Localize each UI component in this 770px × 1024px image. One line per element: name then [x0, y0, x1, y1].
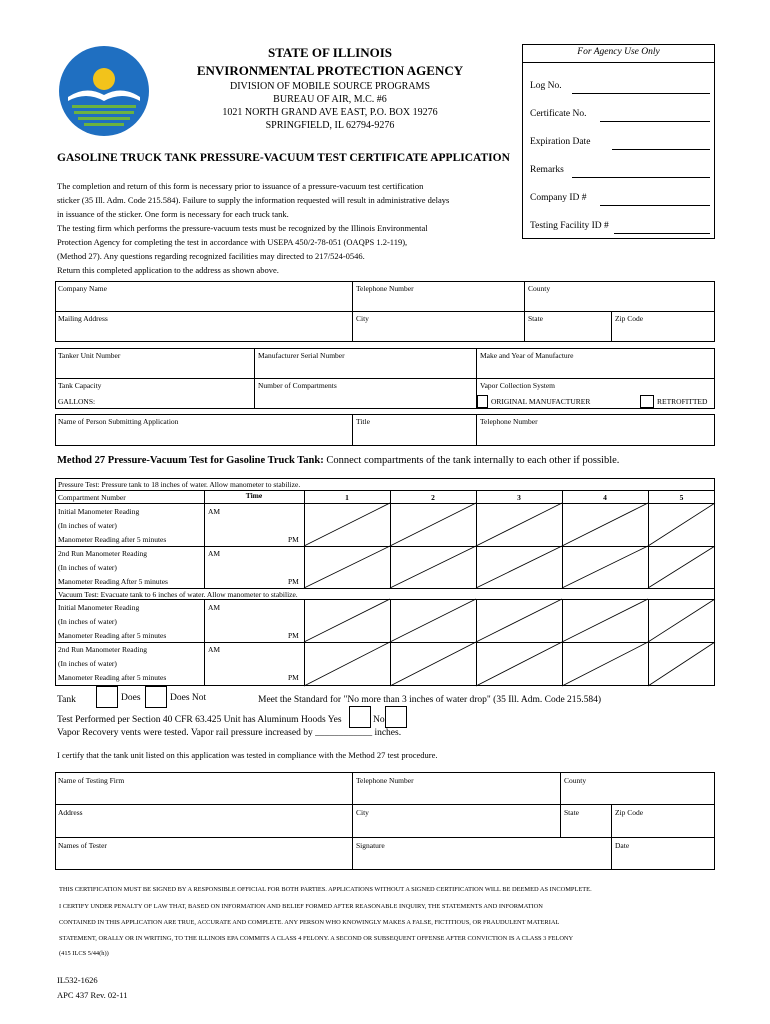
certification-line-3: CONTAINED IN THIS APPLICATION ARE TRUE, ACCURATE AND COMPLETE. ANY PERSON WHO KNOWINGLY MAKES A FALSE, FICTITIOUS, OR FRAUDULENT MATERIAL [59, 919, 560, 926]
intro-line-2: sticker (35 Ill. Adm. Code 215.584). Failure to supply the information requested will result in administrative delays [57, 195, 450, 205]
test-performed-text: Test Performed per Section 40 CFR 63.425 Unit has Aluminum Hoods Yes [57, 715, 342, 725]
vacuum-initial-label: Initial Manometer Reading [58, 603, 140, 612]
header-address: 1021 NORTH GRAND AVE EAST, P.O. BOX 19276 [222, 107, 438, 118]
intro-line-5: Protection Agency for completing the test in accordance with USEPA 450/2-78-051 (OAQPS 1.2-119), [57, 237, 408, 247]
col-header-1: 1 [345, 493, 349, 502]
tank-label: Tank [57, 695, 76, 705]
does-label: Does [121, 693, 141, 703]
form-number: IL532-1626 [57, 975, 98, 985]
vacuum-after5-label: Manometer Reading after 5 minutes [58, 631, 167, 640]
signature-field[interactable]: Signature [356, 841, 385, 850]
testing-firm-name-field[interactable]: Name of Testing Firm [58, 776, 125, 785]
serial-number-field[interactable]: Manufacturer Serial Number [258, 351, 345, 360]
vacuum-initial-inches: (In inches of water) [58, 617, 117, 626]
certification-line-5: (415 ILCS 5/44(h)) [59, 950, 109, 957]
tanker-unit-field[interactable]: Tanker Unit Number [58, 351, 121, 360]
compartment-number-label: Compartment Number [58, 493, 126, 502]
pressure-am-2: AM [208, 549, 221, 558]
form-title: GASOLINE TRUCK TANK PRESSURE-VACUUM TEST CERTIFICATE APPLICATION [57, 152, 510, 164]
vacuum-pm-1: PM [288, 631, 299, 640]
method27-title: Method 27 Pressure-Vacuum Test for Gasoline Truck Tank: [57, 455, 324, 466]
form-revision: APC 437 Rev. 02-11 [57, 990, 128, 1000]
submitter-name-field[interactable]: Name of Person Submitting Application [58, 417, 179, 426]
date-field[interactable]: Date [615, 841, 630, 850]
testing-firm-county-field[interactable]: County [564, 776, 587, 785]
intro-line-1: The completion and return of this form is necessary prior to issuance of a pressure-vacuum test certification [57, 181, 424, 191]
testing-firm-address-field[interactable]: Address [58, 808, 83, 817]
testing-firm-city-field[interactable]: City [356, 808, 369, 817]
vacuum-second-run-label: 2nd Run Manometer Reading [58, 645, 147, 654]
submitter-telephone-field[interactable]: Telephone Number [480, 417, 538, 426]
company-telephone-field[interactable]: Telephone Number [356, 284, 414, 293]
testing-firm-state-field[interactable]: State [564, 808, 579, 817]
testing-firm-section [55, 772, 715, 870]
vacuum-am-2: AM [208, 645, 221, 654]
does-not-label: Does Not [170, 693, 207, 703]
does-checkbox[interactable] [96, 686, 118, 708]
vacuum-pm-2: PM [288, 673, 299, 682]
testing-firm-telephone-field[interactable]: Telephone Number [356, 776, 414, 785]
method27-instruction: Connect compartments of the tank internally to each other if possible. [326, 455, 620, 466]
testing-firm-zip-field[interactable]: Zip Code [615, 808, 644, 817]
vapor-recovery-text: Vapor Recovery vents were tested. Vapor rail pressure increased by ____________ inches. [57, 728, 402, 738]
company-city-field[interactable]: City [356, 314, 369, 323]
vacuum-second-inches: (In inches of water) [58, 659, 117, 668]
company-county-field[interactable]: County [528, 284, 551, 293]
intro-line-6: (Method 27). Any questions regarding recognized facilities may directed to 217/524-0546. [57, 251, 365, 261]
meet-standard-text: Meet the Standard for "No more than 3 inches of water drop" (35 Ill. Adm. Code 215.584) [258, 695, 602, 705]
intro-line-7: Return this completed application to the address as shown above. [57, 265, 279, 275]
make-year-field[interactable]: Make and Year of Manufacture [480, 351, 574, 360]
certification-line-4: STATEMENT, ORALLY OR IN WRITING, TO THE ILLINOIS EPA COMMITS A CLASS 4 FELONY. A SECOND OR SUBSEQUENT OFFENSE AFTER CONVICTION IS A CLASS 3 FELONY [59, 935, 574, 942]
pressure-second-run-label: 2nd Run Manometer Reading [58, 549, 147, 558]
does-not-checkbox[interactable] [145, 686, 167, 708]
agency-use-title: For Agency Use Only [577, 47, 660, 57]
intro-line-4: The testing firm which performs the pressure-vacuum tests must be recognized by the Illinois Environmental [57, 223, 428, 233]
compartments-field[interactable]: Number of Compartments [258, 381, 337, 390]
pressure-pm-2: PM [288, 577, 299, 586]
pressure-initial-label: Initial Manometer Reading [58, 507, 140, 516]
pressure-second-after5: Manometer Reading After 5 minutes [58, 577, 168, 586]
col-header-4: 4 [603, 493, 607, 502]
col-header-2: 2 [431, 493, 435, 502]
intro-line-3: in issuance of the sticker. One form is necessary for each truck tank. [57, 209, 289, 219]
company-zip-field[interactable]: Zip Code [615, 314, 644, 323]
pressure-after5-label: Manometer Reading after 5 minutes [58, 535, 167, 544]
vacuum-second-after5: Manometer Reading after 5 minutes [58, 673, 167, 682]
header-city: SPRINGFIELD, IL 62794-9276 [265, 120, 395, 131]
pressure-second-inches: (In inches of water) [58, 563, 117, 572]
submitter-title-field[interactable]: Title [356, 417, 370, 426]
tank-capacity-label: Tank Capacity [58, 381, 102, 390]
pressure-am-1: AM [208, 507, 221, 516]
pressure-initial-inches: (In inches of water) [58, 521, 117, 530]
expiration-date-label: Expiration Date [530, 137, 591, 147]
mailing-address-field[interactable]: Mailing Address [58, 314, 108, 323]
vapor-system-label: Vapor Collection System [480, 381, 555, 390]
company-id-label: Company ID # [530, 193, 587, 203]
company-name-field[interactable]: Company Name [58, 284, 107, 293]
testing-facility-id-label: Testing Facility ID # [530, 221, 609, 231]
col-header-3: 3 [517, 493, 521, 502]
header-division: DIVISION OF MOBILE SOURCE PROGRAMS [229, 81, 431, 92]
vacuum-test-label: Vacuum Test: Evacuate tank to 6 inches of water. Allow manometer to stabilize. [58, 590, 298, 599]
no-label: No [373, 715, 385, 725]
time-header: Time [245, 491, 263, 500]
vacuum-am-1: AM [208, 603, 221, 612]
header-state: STATE OF ILLINOIS [267, 45, 393, 60]
certification-line-2: I CERTIFY UNDER PENALTY OF LAW THAT, BASED ON INFORMATION AND BELIEF FORMED AFTER REASONABLE INQUIRY, THE STATEMENTS AND INFORMATION [59, 903, 543, 910]
header-agency: ENVIRONMENTAL PROTECTION AGENCY [196, 63, 464, 78]
aluminum-hoods-yes-checkbox[interactable] [349, 706, 371, 728]
tester-names-field[interactable]: Names of Tester [58, 841, 107, 850]
aluminum-hoods-no-checkbox[interactable] [385, 706, 407, 728]
retrofitted-label: RETROFITTED [657, 397, 708, 406]
pressure-test-label: Pressure Test: Pressure tank to 18 inches of water. Allow manometer to stabilize. [58, 480, 301, 489]
original-manufacturer-label: ORIGINAL MANUFACTURER [491, 397, 591, 406]
pressure-pm-1: PM [288, 535, 299, 544]
company-state-field[interactable]: State [528, 314, 543, 323]
log-no-label: Log No. [530, 81, 562, 91]
certificate-no-label: Certificate No. [530, 109, 587, 119]
gallons-field[interactable]: GALLONS: [58, 397, 96, 406]
certify-text: I certify that the tank unit listed on this application was tested in compliance with the Method 27 test procedure. [57, 750, 438, 760]
certification-line-1: THIS CERTIFICATION MUST BE SIGNED BY A RESPONSIBLE OFFICIAL FOR BOTH PARTIES. APPLICATIONS WITHOUT A SIGNED CERTIFICATION WILL BE DEEMED AS INCOMPLETE. [59, 886, 592, 893]
col-header-5: 5 [679, 493, 684, 502]
header-bureau: BUREAU OF AIR, M.C. #6 [273, 94, 387, 105]
remarks-label: Remarks [530, 165, 564, 175]
